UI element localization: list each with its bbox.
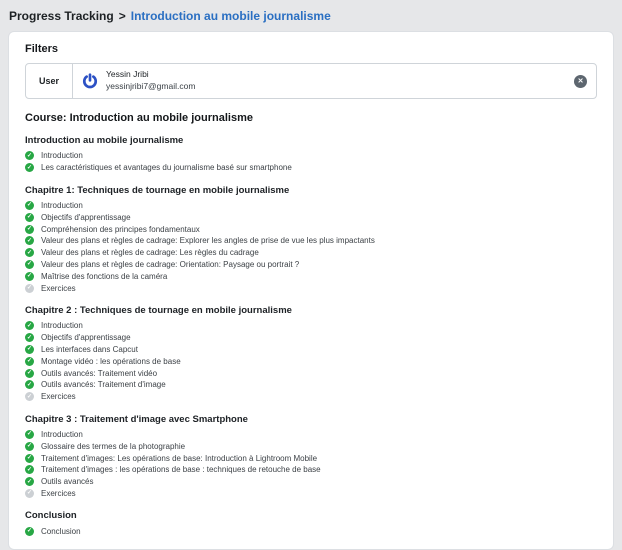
check-circle-icon: ✓ — [26, 249, 33, 256]
check-circle-icon: ✓ — [26, 490, 33, 497]
course-section — [25, 510, 605, 537]
lesson-item — [25, 332, 605, 344]
user-avatar-power-icon — [82, 73, 98, 89]
lesson-label: Valeur des plans et règles de cadrage: Explorer les angles de prise de vue les plus impactants — [41, 236, 375, 246]
lesson-item — [25, 525, 605, 537]
lesson-label: Introduction — [41, 321, 83, 331]
check-circle-icon: ✓ — [26, 346, 33, 353]
lesson-label: Introduction — [41, 200, 83, 210]
breadcrumb-root[interactable]: Progress Tracking — [9, 9, 114, 23]
check-circle-icon: ✓ — [26, 334, 33, 341]
lesson-item — [25, 259, 605, 271]
check-circle-icon: ✓ — [26, 261, 33, 268]
lesson-label: Glossaire des termes de la photographie — [41, 441, 186, 451]
section-items — [25, 525, 605, 537]
section-title: Chapitre 3 : Traitement d'image avec Smartphone — [25, 413, 248, 425]
check-circle-icon: ✓ — [26, 214, 33, 221]
lesson-item — [25, 162, 605, 174]
lesson-label: Montage vidéo : les opérations de base — [41, 356, 181, 366]
section-items — [25, 429, 605, 500]
lesson-item — [25, 379, 605, 391]
user-filter-value[interactable] — [73, 64, 596, 98]
lesson-item — [25, 150, 605, 162]
lesson-label: Traitement d'images: Les opérations de base: Introduction à Lightroom Mobile — [41, 453, 318, 463]
check-circle-icon: ✓ — [26, 381, 33, 388]
user-identity — [106, 69, 195, 93]
lesson-label: Exercices — [41, 283, 76, 293]
lesson-label: Objectifs d'apprentissage — [41, 212, 131, 222]
section-title: Introduction au mobile journalisme — [25, 135, 184, 146]
lesson-item — [25, 440, 605, 452]
check-circle-icon: ✓ — [26, 152, 33, 159]
lesson-item — [25, 223, 605, 235]
section-items — [25, 200, 605, 294]
section-title: Chapitre 1: Techniques de tournage en mobile journalisme — [25, 184, 290, 196]
lesson-item — [25, 211, 605, 223]
lesson-label: Conclusion — [41, 526, 81, 536]
lesson-label: Les interfaces dans Capcut — [41, 344, 138, 354]
breadcrumb-separator: > — [118, 9, 126, 23]
check-circle-icon: ✓ — [26, 164, 33, 171]
course-heading: Course: Introduction au mobile journalisme — [25, 112, 253, 124]
filters-title: Filters — [25, 43, 59, 55]
sections-list — [17, 135, 605, 537]
lesson-label: Exercices — [41, 488, 76, 498]
check-circle-icon: ✓ — [26, 431, 33, 438]
user-name: Yessin Jribi — [106, 69, 149, 80]
section-items — [25, 150, 605, 174]
breadcrumb-current[interactable]: Introduction au mobile journalisme — [130, 9, 331, 23]
course-section — [25, 185, 605, 294]
check-circle-icon: ✓ — [26, 285, 33, 292]
lesson-item — [25, 429, 605, 441]
lesson-label: Maîtrise des fonctions de la caméra — [41, 271, 168, 281]
course-section — [25, 305, 605, 403]
lesson-item — [25, 391, 605, 403]
lesson-item — [25, 247, 605, 259]
lesson-item — [25, 476, 605, 488]
lesson-label: Compréhension des principes fondamentaux — [41, 224, 200, 234]
check-circle-icon: ✓ — [26, 393, 33, 400]
course-section — [25, 414, 605, 500]
lesson-label: Introduction — [41, 151, 83, 161]
check-circle-icon: ✓ — [26, 466, 33, 473]
breadcrumb — [0, 0, 622, 31]
lesson-item — [25, 488, 605, 500]
lesson-label: Introduction — [41, 429, 83, 439]
lesson-item — [25, 344, 605, 356]
lesson-item — [25, 270, 605, 282]
check-circle-icon: ✓ — [26, 478, 33, 485]
lesson-item — [25, 235, 605, 247]
course-section — [25, 135, 605, 174]
lesson-item — [25, 320, 605, 332]
user-filter-row — [25, 63, 597, 99]
lesson-label: Valeur des plans et règles de cadrage: Les règles du cadrage — [41, 248, 259, 258]
lesson-label: Outils avancés — [41, 477, 94, 487]
lesson-label: Exercices — [41, 392, 76, 402]
check-circle-icon: ✓ — [26, 226, 33, 233]
lesson-label: Les caractéristiques et avantages du journalisme basé sur smartphone — [41, 163, 292, 173]
check-circle-icon: ✓ — [26, 322, 33, 329]
progress-report-card — [8, 31, 614, 550]
check-circle-icon: ✓ — [26, 370, 33, 377]
lesson-item — [25, 452, 605, 464]
lesson-item — [25, 367, 605, 379]
lesson-label: Outils avancés: Traitement d'image — [41, 380, 166, 390]
check-circle-icon: ✓ — [26, 528, 33, 535]
lesson-item — [25, 464, 605, 476]
section-title: Chapitre 2 : Techniques de tournage en mobile journalisme — [25, 304, 292, 316]
lesson-label: Valeur des plans et règles de cadrage: Orientation: Paysage ou portrait ? — [41, 259, 300, 269]
check-circle-icon: ✓ — [26, 202, 33, 209]
lesson-item — [25, 355, 605, 367]
lesson-label: Traitement d'images : les opérations de base : techniques de retouche de base — [41, 465, 321, 475]
lesson-item — [25, 282, 605, 294]
check-circle-icon: ✓ — [26, 455, 33, 462]
user-filter-label: User — [26, 64, 73, 98]
check-circle-icon: ✓ — [26, 237, 33, 244]
clear-user-filter-icon[interactable]: ✕ — [574, 75, 587, 88]
user-email: yessinjribi7@gmail.com — [106, 81, 196, 91]
check-circle-icon: ✓ — [26, 273, 33, 280]
lesson-item — [25, 200, 605, 212]
check-circle-icon: ✓ — [26, 358, 33, 365]
check-circle-icon: ✓ — [26, 443, 33, 450]
lesson-label: Objectifs d'apprentissage — [41, 333, 131, 343]
section-items — [25, 320, 605, 403]
section-title: Conclusion — [25, 510, 77, 522]
lesson-label: Outils avancés: Traitement vidéo — [41, 368, 158, 378]
